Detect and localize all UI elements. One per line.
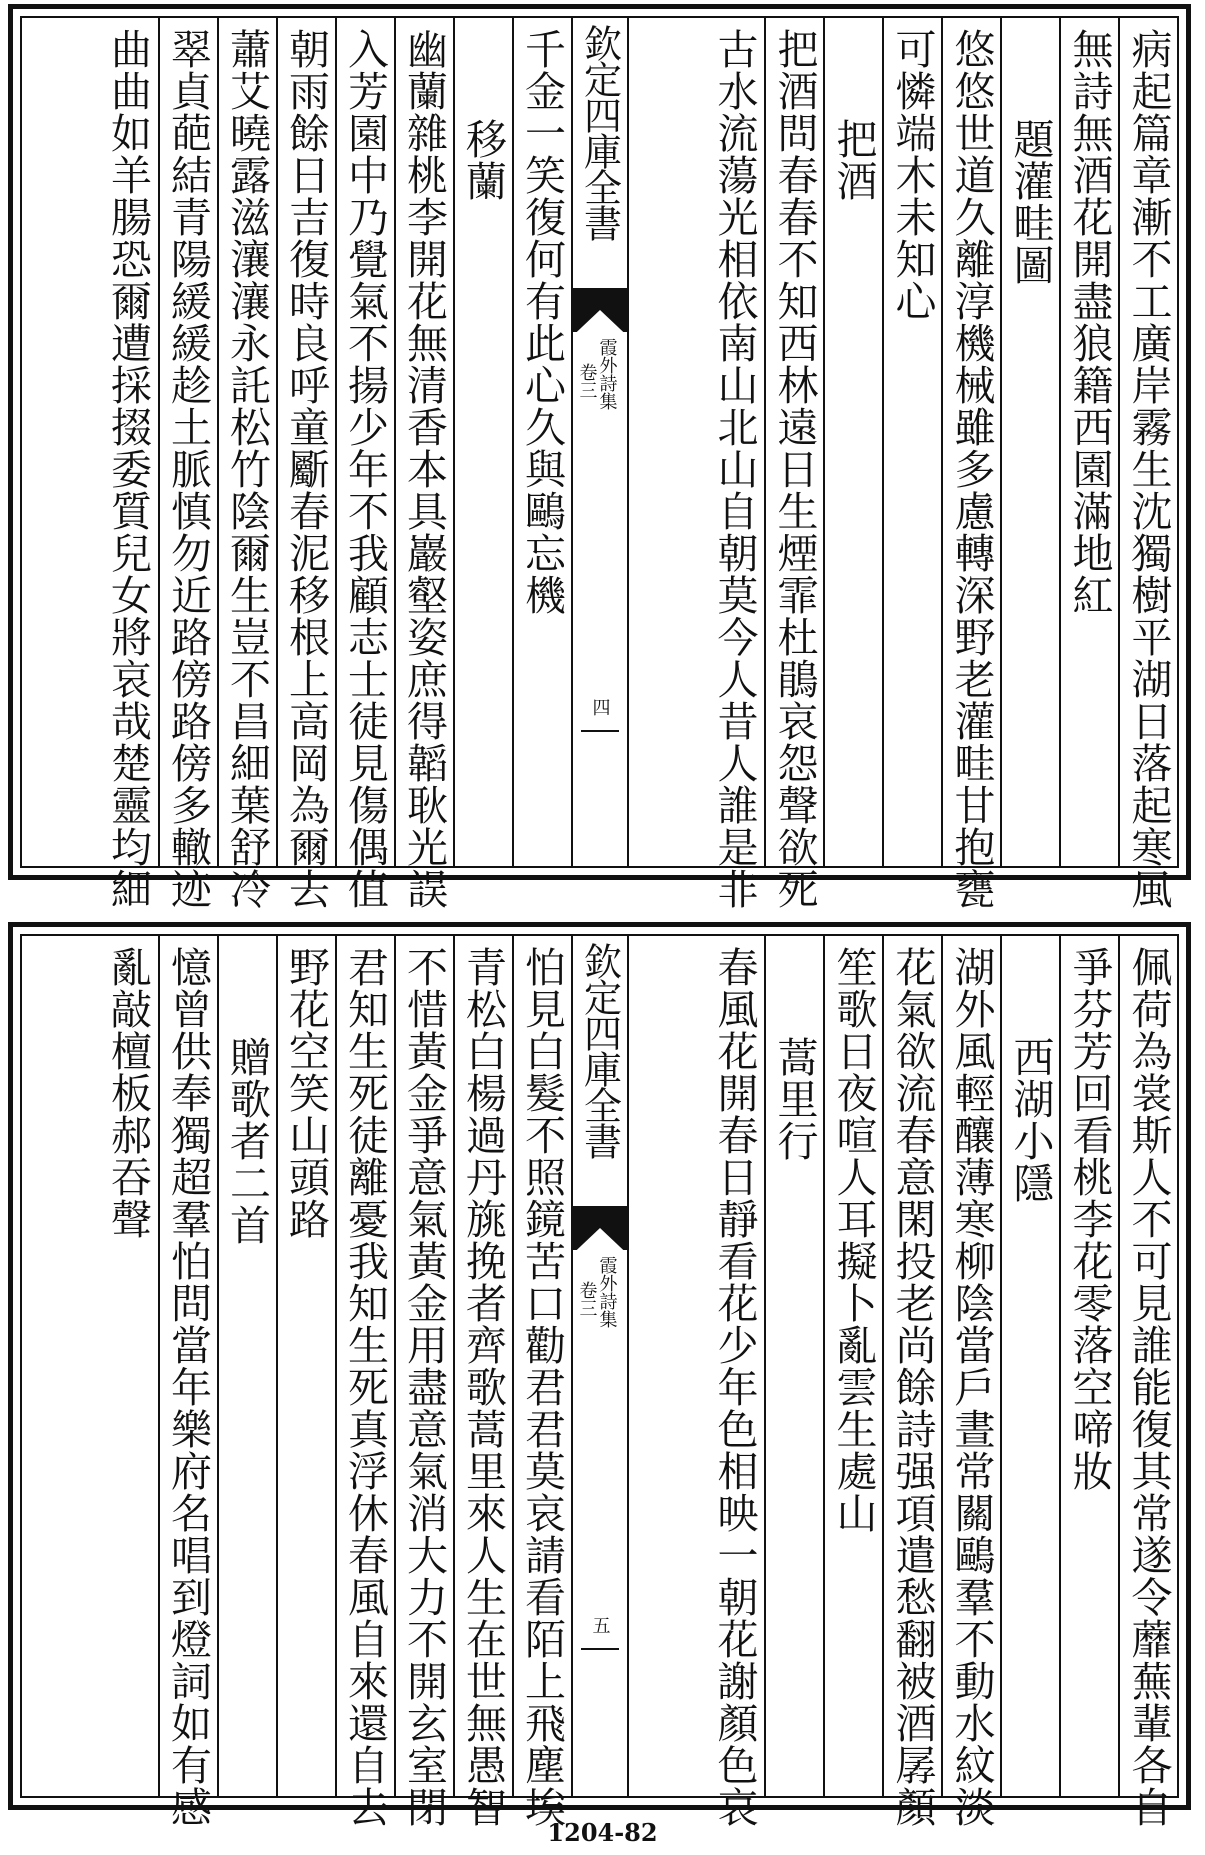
poem-line: 入芳園中乃覺氣不揚少年不我顧志士徒見傷偶值: [341, 28, 389, 910]
poem-title: 題灌畦圖: [1006, 118, 1055, 286]
text-column: [335, 936, 394, 1828]
text-column: [394, 936, 453, 1828]
poem-line: 翠貞葩結青陽緩緩趁土脈慎勿近路傍路傍多轍迹: [164, 28, 212, 910]
poem-line: 湖外風輕釀薄寒柳陰當戶晝常關鷗羣不動水紋淡: [947, 946, 996, 1828]
text-column: [453, 18, 512, 866]
text-column: [823, 936, 882, 1796]
text-column: [512, 936, 571, 1828]
text-column: [335, 18, 394, 910]
poem-title: 移蘭: [459, 118, 507, 202]
center-rule: [581, 1648, 619, 1650]
footer-reference-number: 1204-82: [547, 1818, 658, 1847]
text-column: [276, 936, 335, 1796]
text-column: [276, 18, 335, 910]
collection-title: 霞外詩集: [596, 1256, 618, 1328]
poem-line: 曲曲如羊腸恐爾遭採掇委質兒女將哀哉楚靈均細: [104, 28, 152, 910]
text-column: [1000, 936, 1059, 1796]
center-fold-column: [571, 18, 629, 866]
library-title: 欽定四庫全書: [577, 942, 622, 1158]
text-column: [512, 18, 571, 866]
text-column: [1059, 18, 1118, 866]
text-column: [764, 18, 823, 910]
poem-line: 把酒問春春不知西林遠日生煙霏杜鵑哀怨聲欲死: [770, 28, 819, 910]
poem-line: 悠悠世道久離淳機械雖多慮轉深野老灌畦甘抱甕: [947, 28, 996, 910]
lower-page-frame: [20, 934, 1179, 1828]
text-column: [99, 18, 158, 910]
volume-label: 卷三: [576, 1281, 598, 1317]
text-column: [1000, 18, 1059, 866]
poem-line: 野花空笑山頭路: [282, 946, 330, 1240]
collection-title: 霞外詩集: [596, 338, 618, 410]
text-column: [217, 936, 276, 1796]
poem-title: 把酒: [829, 118, 878, 202]
poem-line: 春風花開春日靜看花少年色相映一朝花謝顏色哀: [710, 946, 759, 1828]
text-column: [941, 18, 1000, 910]
poem-line: 蕭艾曉露滋瀼瀼永託松竹陰爾生豈不昌細葉舒冷: [223, 28, 271, 910]
page-number: 四: [589, 698, 611, 716]
poem-line: 爭芬芳回看桃李花零落空啼妝: [1065, 946, 1114, 1492]
text-column: [158, 18, 217, 910]
lower-page: [8, 922, 1191, 1828]
page-number: 五: [589, 1616, 611, 1634]
upper-page: [8, 4, 1191, 910]
poem-line: 青松白楊過丹旐挽者齊歌蒿里來人生在世無愚智: [459, 946, 507, 1828]
poem-line: 君知生死徒離憂我知生死真浮休春風自來還自去: [341, 946, 389, 1828]
library-title: 欽定四庫全書: [577, 24, 622, 240]
poem-line: 古水流蕩光相依南山北山自朝莫今人昔人誰是非: [710, 28, 759, 910]
poem-line: 憶曾供奉獨超羣怕問當年樂府名唱到燈詞如有感: [164, 946, 212, 1828]
poem-line: 幽蘭雜桃李開花無清香本具巖壑姿庶得韜耿光誤: [400, 28, 448, 910]
center-rule: [581, 730, 619, 732]
text-column: [882, 936, 941, 1828]
text-column: [217, 18, 276, 910]
text-column: [705, 936, 764, 1828]
upper-page-frame: [20, 16, 1179, 910]
poem-title: 贈歌者二首: [223, 1036, 271, 1246]
poem-line: 笙歌日夜喧人耳擬卜亂雲生處山: [829, 946, 878, 1534]
poem-line: 病起篇章漸不工廣岸霧生沈獨樹平湖日落起寒風: [1124, 28, 1173, 910]
text-column: [1059, 936, 1118, 1796]
center-fold-column: [571, 936, 629, 1796]
poem-line: 無詩無酒花開盡狼籍西園滿地紅: [1065, 28, 1114, 616]
fishtail-mark: [573, 1206, 627, 1250]
poem-line: 怕見白髮不照鏡苦口勸君君莫哀請看陌上飛塵埃: [518, 946, 566, 1828]
poem-line: 花氣欲流春意閑投老尚餘詩强項遣愁翻被酒孱顏: [888, 946, 937, 1828]
volume-label: 卷三: [576, 363, 598, 399]
poem-line: 亂敲檀板郝吞聲: [104, 946, 152, 1240]
text-column: [705, 18, 764, 910]
text-column: [1118, 18, 1177, 910]
poem-title: 西湖小隱: [1006, 1036, 1055, 1204]
text-column: [882, 18, 941, 866]
poem-title: 蒿里行: [770, 1036, 819, 1162]
text-column: [99, 936, 158, 1796]
fishtail-mark: [573, 288, 627, 332]
text-column: [823, 18, 882, 866]
poem-line: 千金一笑復何有此心久與鷗忘機: [518, 28, 566, 616]
text-column: [1118, 936, 1177, 1828]
poem-line: 可憐端木未知心: [888, 28, 937, 322]
text-column: [158, 936, 217, 1828]
text-column: [394, 18, 453, 910]
text-column: [941, 936, 1000, 1828]
text-column: [453, 936, 512, 1828]
poem-line: 朝雨餘日吉復時良呼童斸春泥移根上高岡為爾去: [282, 28, 330, 910]
poem-line: 不惜黃金爭意氣黃金用盡意氣消大力不開玄室閉: [400, 946, 448, 1828]
poem-line: 佩荷為裳斯人不可見誰能復其常遂令蘼蕪輩各自: [1124, 946, 1173, 1828]
text-column: [764, 936, 823, 1796]
